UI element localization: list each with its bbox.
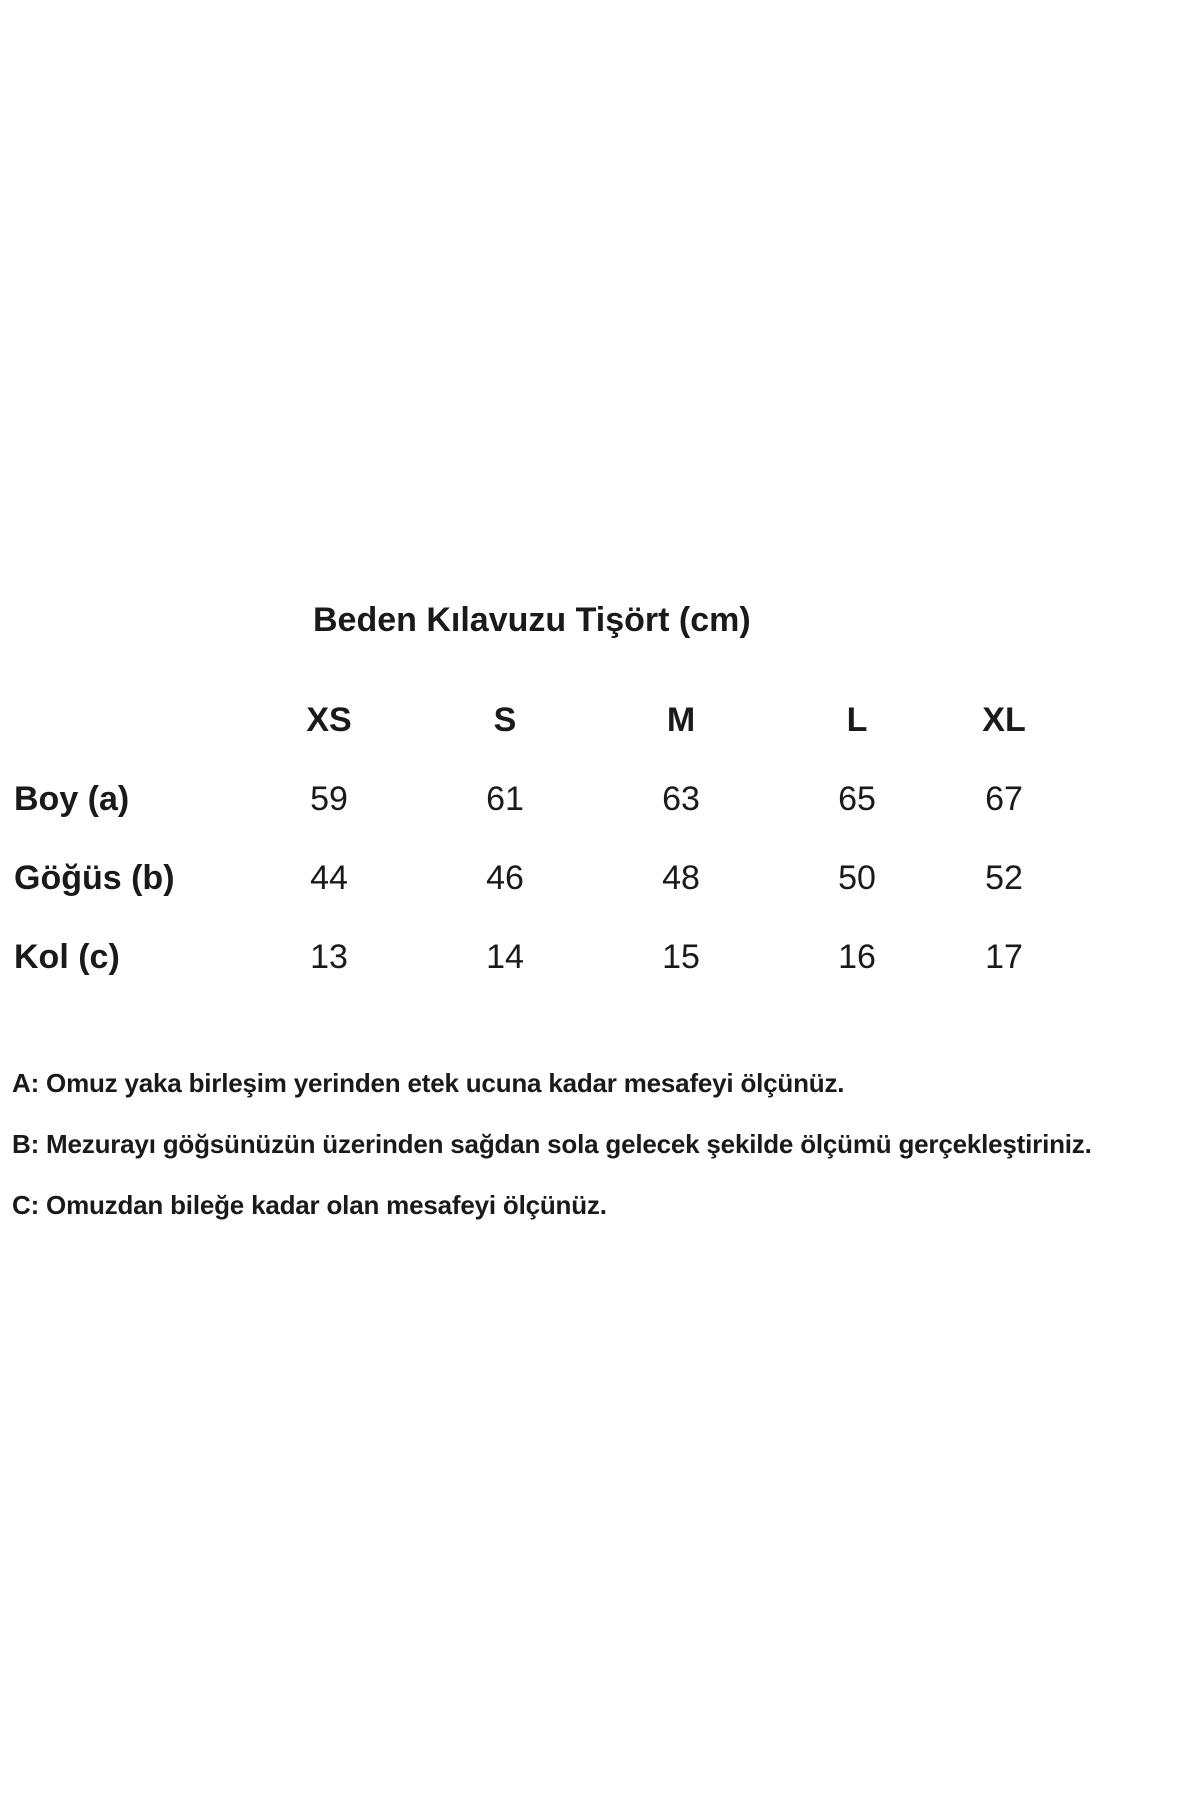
table-cell: 67 (985, 780, 1023, 818)
table-cell: 44 (310, 859, 348, 897)
table-cell: 48 (662, 859, 700, 897)
table-cell: 61 (486, 780, 524, 818)
table-cell: 59 (310, 780, 348, 818)
size-header-xl: XL (982, 701, 1026, 739)
size-header-l: L (846, 701, 868, 739)
note-a: A: Omuz yaka birleşim yerinden etek ucuna kadar mesafeyi ölçünüz. (12, 1068, 845, 1098)
note-c: C: Omuzdan bileğe kadar olan mesafeyi ölçünüz. (12, 1190, 607, 1220)
table-cell: 52 (985, 859, 1023, 897)
note-b: B: Mezurayı göğsünüzün üzerinden sağdan sola gelecek şekilde ölçümü gerçekleştiriniz. (12, 1129, 1092, 1159)
size-header-xs: XS (306, 701, 352, 739)
row-label-kol: Kol (c) (14, 938, 120, 976)
table-cell: 46 (486, 859, 524, 897)
table-cell: 65 (838, 780, 876, 818)
row-label-gogus: Göğüs (b) (14, 859, 175, 897)
size-header-m: M (666, 701, 696, 739)
table-cell: 16 (838, 938, 876, 976)
measurement-notes (12, 1066, 1192, 1249)
table-cell: 50 (838, 859, 876, 897)
table-cell: 14 (486, 938, 524, 976)
table-cell: 63 (662, 780, 700, 818)
size-header-s: S (493, 701, 517, 739)
table-cell: 17 (985, 938, 1023, 976)
table-cell: 15 (662, 938, 700, 976)
row-label-boy: Boy (a) (14, 780, 130, 818)
page-title: Beden Kılavuzu Tişört (cm) (313, 601, 751, 639)
table-cell: 13 (310, 938, 348, 976)
